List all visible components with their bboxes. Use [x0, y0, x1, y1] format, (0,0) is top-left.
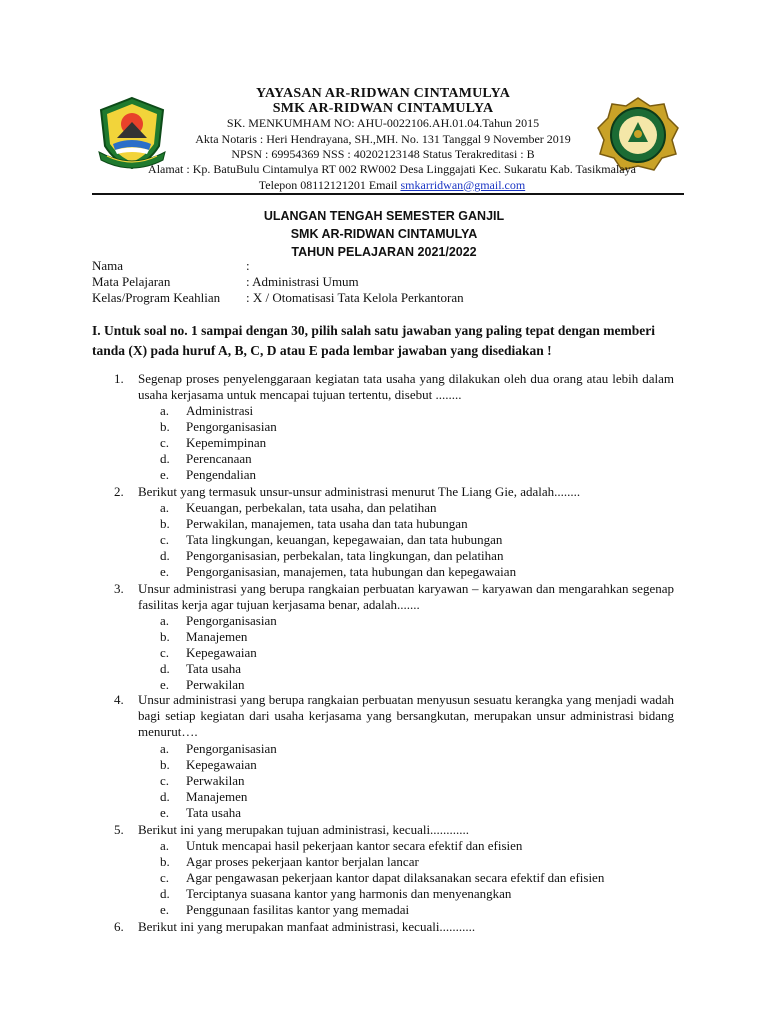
option-e[interactable]: e. Perwakilan — [160, 677, 245, 692]
info-row-class — [92, 290, 464, 306]
letterhead-text — [158, 86, 608, 163]
question-text: Berikut yang termasuk unsur-unsur administrasi menurut The Liang Gie, adalah........ — [138, 484, 581, 499]
address-line: Alamat : Kp. BatuBulu Cintamulya RT 002 RW002 Desa Linggajati Kec. Sukaratu Kab. Tasikmalaya — [148, 162, 636, 176]
option-b[interactable]: b. Pengorganisasian — [160, 419, 277, 434]
option-b[interactable]: b. Kepegawaian — [160, 757, 257, 772]
option-b[interactable]: b. Manajemen — [160, 629, 248, 644]
option-c[interactable]: c. Perwakilan — [160, 773, 245, 788]
option-list — [160, 838, 604, 918]
option-a[interactable]: a. Administrasi — [160, 403, 254, 418]
option-d[interactable]: d. Perencanaan — [160, 451, 252, 466]
option-c[interactable]: c. Kepemimpinan — [160, 435, 267, 450]
option-c[interactable]: c. Agar pengawasan pekerjaan kantor dapat dilaksanakan secara efektif dan efisien — [160, 870, 605, 885]
class-value: : X / Otomatisasi Tata Kelola Perkantoran — [246, 290, 464, 305]
sk-line: SK. MENKUMHAM NO: AHU-0022106.AH.01.04.Tahun 2015 — [226, 116, 540, 130]
name-label: Nama — [92, 258, 124, 273]
school-name: SMK AR-RIDWAN CINTAMULYA — [272, 101, 494, 116]
subject-label: Mata Pelajaran — [92, 274, 171, 289]
question-number: 1. — [114, 371, 124, 386]
question-text: Unsur administrasi yang berupa rangkaian perbuatan karyawan – karyawan dan mengarahkan segenap fasilitas kerja agar tujuan kerjasama benar, adalah....... — [138, 581, 674, 612]
name-value: : — [246, 258, 250, 273]
question-text: Segenap proses penyelenggaraan kegiatan tata usaha yang dilakukan oleh dua orang atau lebih dalam usaha kerjasama untuk mencapai tujuan tertentu, disebut ........ — [138, 371, 674, 402]
option-c[interactable]: c. Tata lingkungan, keuangan, kepegawaian, dan tata hubungan — [160, 532, 503, 547]
akta-line: Akta Notaris : Heri Hendrayana, SH.,MH. No. 131 Tanggal 9 November 2019 — [195, 131, 571, 146]
info-row-name — [92, 258, 464, 274]
address-block — [92, 162, 692, 193]
option-a[interactable]: a. Pengorganisasian — [160, 741, 277, 756]
npsn-line: NPSN : 69954369 NSS : 40202123148 Status Terakreditasi : B — [231, 147, 535, 161]
exam-title: ULANGAN TENGAH SEMESTER GANJIL — [263, 209, 505, 223]
option-a[interactable]: a. Untuk mencapai hasil pekerjaan kantor secara efektif dan efisien — [160, 838, 523, 853]
option-a[interactable]: a. Keuangan, perbekalan, tata usaha, dan pelatihan — [160, 500, 437, 515]
option-b[interactable]: b. Agar proses pekerjaan kantor berjalan lancar — [160, 854, 419, 869]
foundation-name: YAYASAN AR-RIDWAN CINTAMULYA — [255, 86, 511, 101]
student-info — [92, 258, 464, 306]
question-number: 6. — [114, 919, 124, 934]
info-row-subject — [92, 274, 464, 290]
phone-text: Telepon 08112121201 Email — [258, 177, 401, 192]
option-list — [160, 500, 516, 580]
option-list — [160, 741, 277, 821]
option-d[interactable]: d. Manajemen — [160, 789, 248, 804]
contact-line — [92, 178, 692, 194]
email-link[interactable]: smkarridwan@gmail.com — [400, 177, 526, 192]
question-text: Unsur administrasi yang berupa rangkaian perbuatan menyusun sesuatu kerangka yang menjadi wadah bagi setiap kegiatan dari usaha kerjasama yang bersangkutan, merupakan unsur administrasi bidang menurut…. — [138, 692, 674, 739]
exam-header — [0, 207, 768, 261]
question-text: Berikut ini yang merupakan manfaat administrasi, kecuali........... — [138, 919, 476, 934]
letterhead-divider — [92, 193, 684, 195]
option-a[interactable]: a. Pengorganisasian — [160, 613, 277, 628]
option-e[interactable]: e. Pengendalian — [160, 467, 257, 482]
class-label: Kelas/Program Keahlian — [92, 290, 221, 305]
subject-value: : Administrasi Umum — [246, 274, 359, 289]
instructions: I. Untuk soal no. 1 sampai dengan 30, pilih salah satu jawaban yang paling tepat dengan memberi tanda (X) pada huruf A, B, C, D atau E pada lembar jawaban yang disediakan ! — [92, 323, 655, 358]
option-e[interactable]: e. Pengorganisasian, manajemen, tata hubungan dan kepegawaian — [160, 564, 517, 579]
question-number: 3. — [114, 581, 124, 596]
question-number: 5. — [114, 822, 124, 837]
option-d[interactable]: d. Pengorganisasian, perbekalan, tata lingkungan, dan pelatihan — [160, 548, 504, 563]
question-number: 4. — [114, 692, 124, 707]
option-e[interactable]: e. Tata usaha — [160, 805, 242, 820]
question-text: Berikut ini yang merupakan tujuan administrasi, kecuali............ — [138, 822, 470, 837]
option-list — [160, 403, 277, 483]
question-number: 2. — [114, 484, 124, 499]
option-list — [160, 613, 277, 693]
option-d[interactable]: d. Terciptanya suasana kantor yang harmonis dan menyenangkan — [160, 886, 512, 901]
exam-year: TAHUN PELAJARAN 2021/2022 — [291, 245, 477, 259]
option-b[interactable]: b. Perwakilan, manajemen, tata usaha dan tata hubungan — [160, 516, 468, 531]
option-d[interactable]: d. Tata usaha — [160, 661, 242, 676]
option-c[interactable]: c. Kepegawaian — [160, 645, 257, 660]
option-e[interactable]: e. Penggunaan fasilitas kantor yang memadai — [160, 902, 410, 917]
exam-school: SMK AR-RIDWAN CINTAMULYA — [290, 227, 478, 241]
